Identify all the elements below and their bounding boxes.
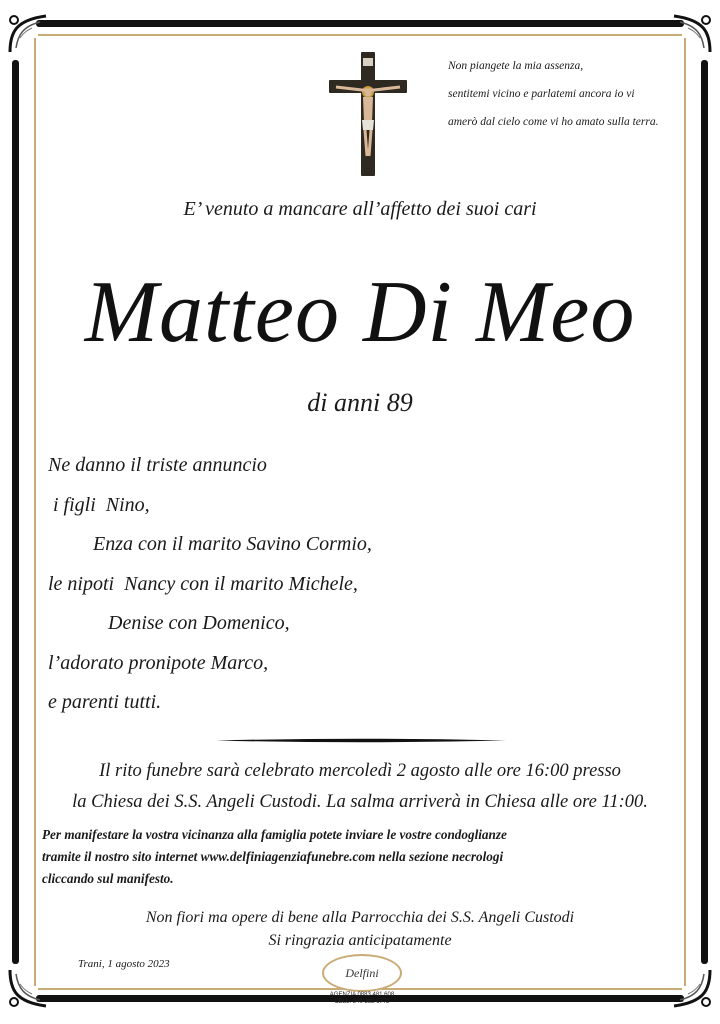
flowers-line: Si ringrazia anticipatamente: [268, 932, 452, 949]
mourner-line: e parenti tutti.: [48, 691, 162, 713]
quote-line: Non piangete la mia assenza,: [448, 60, 584, 72]
funeral-rite-info: [40, 756, 680, 818]
mourner-line: l’adorato pronipote Marco,: [48, 651, 269, 674]
flowers-line: Non fiori ma opere di bene alla Parrocchia dei S.S. Angeli Custodi: [145, 909, 575, 926]
corner-ornament-icon: [6, 966, 50, 1010]
gold-line-left: [34, 38, 36, 986]
deceased-age: di anni 89: [307, 388, 413, 417]
frame-bar-right: [701, 60, 708, 964]
no-flowers-request: [0, 906, 720, 952]
mourner-line: Enza con il marito Savino Cormio,: [48, 533, 372, 555]
agency-cell: CELL. 340 282 6772: [334, 999, 390, 1005]
rite-line: Il rito funebre sarà celebrato mercoledì 2 agosto alle ore 16:00 presso: [99, 761, 621, 781]
quote-line: amerò dal cielo come vi ho amato sulla terra.: [448, 116, 659, 128]
notice-line: Per manifestare la vostra vicinanza alla famiglia potete inviare le vostre condoglianze: [42, 827, 507, 842]
deceased-name: Matteo Di Meo: [84, 264, 636, 361]
corner-ornament-icon: [6, 12, 50, 56]
notice-line: cliccando sul manifesto.: [42, 871, 174, 886]
condolence-notice: [42, 824, 692, 890]
corner-ornament-icon: [670, 12, 714, 56]
agency-phone: AGENZIA 0883 481 608: [329, 992, 395, 998]
memorial-quote: [448, 52, 698, 136]
mourner-line: i figli Nino,: [48, 493, 150, 516]
rite-line: la Chiesa dei S.S. Angeli Custodi. La salma arriverà in Chiesa alle ore 11:00.: [72, 792, 648, 812]
agency-brand: Delfini: [345, 965, 379, 980]
agency-logo: [316, 954, 408, 1012]
mourner-line: Denise con Domenico,: [48, 612, 290, 634]
gold-line-top: [38, 34, 682, 36]
mourner-line: Ne danno il triste annuncio: [48, 454, 267, 476]
mourners-list: [48, 446, 468, 723]
intro-text: E’ venuto a mancare all’affetto dei suoi cari: [183, 198, 537, 220]
frame-bar-top: [36, 20, 684, 27]
divider-line: [216, 738, 506, 743]
agency-logo-oval: [322, 954, 402, 992]
crucifix-icon: [326, 50, 410, 178]
corner-ornament-icon: [670, 966, 714, 1010]
notice-line: tramite il nostro sito internet www.delfiniagenziafunebre.com nella sezione necrologi: [42, 849, 504, 864]
frame-bar-left: [12, 60, 19, 964]
quote-line: sentitemi vicino e parlatemi ancora io vi: [448, 88, 635, 100]
mourner-line: le nipoti Nancy con il marito Michele,: [48, 572, 358, 595]
place-date: Trani, 1 agosto 2023: [78, 958, 170, 970]
